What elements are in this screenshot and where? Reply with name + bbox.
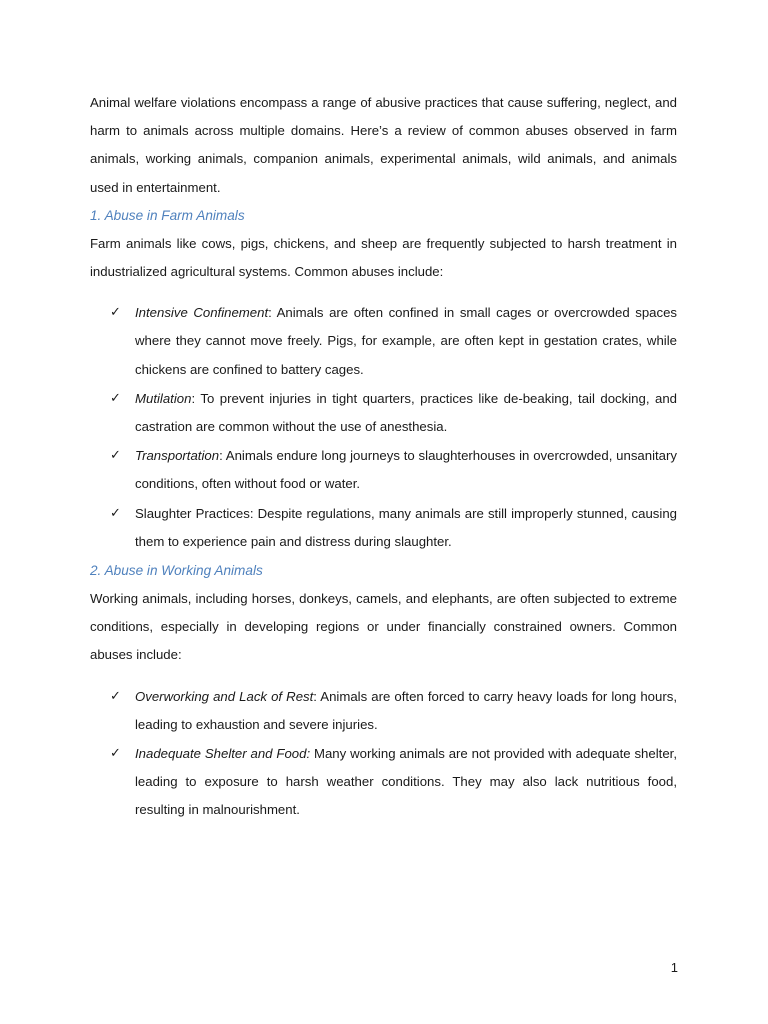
list-item <box>90 442 677 498</box>
list-item-text: Slaughter Practices: Despite regulations, many animals are still improperly stunned, causing them to experience pain and distress during slaughter. <box>135 505 677 549</box>
list-item-term: Intensive Confinement <box>135 305 269 321</box>
checkmark-icon: ✓ <box>110 305 121 321</box>
list-item <box>90 299 677 384</box>
farm-abuse-list <box>90 299 677 556</box>
checkmark-icon: ✓ <box>110 448 121 464</box>
list-item-text: Many working animals are not provided with adequate shelter, leading to exposure to harsh weather conditions. They may also lack nutritious food, resulting in malnourishment. <box>135 746 677 818</box>
list-item-text: : Animals are often confined in small cages or overcrowded spaces where they cannot move freely. Pigs, for example, are often kept in gestation crates, while chickens are confined to battery cages. <box>135 305 678 377</box>
list-item <box>90 683 677 739</box>
section-intro-farm-animals: Farm animals like cows, pigs, chickens, and sheep are frequently subjected to harsh treatment in industrialized agricultural systems. Common abuses include: <box>90 235 677 280</box>
list-item <box>90 740 677 825</box>
document-body <box>90 89 677 826</box>
checkmark-icon: ✓ <box>110 505 121 521</box>
checkmark-icon: ✓ <box>110 746 121 762</box>
checkmark-icon: ✓ <box>110 390 121 406</box>
list-item-text: : Animals are often forced to carry heavy loads for long hours, leading to exhaustion and severe injuries. <box>135 688 677 732</box>
page-number: 1 <box>670 960 678 975</box>
section-heading-working-animals: 2. Abuse in Working Animals <box>90 563 263 579</box>
list-item-term: Overworking and Lack of Rest <box>135 688 314 704</box>
list-item <box>90 385 677 441</box>
list-item-term: Mutilation <box>135 390 192 406</box>
section-heading-farm-animals: 1. Abuse in Farm Animals <box>90 207 245 223</box>
working-abuse-list <box>90 683 677 825</box>
list-item-term: Transportation <box>135 448 220 464</box>
list-item-text: : Animals endure long journeys to slaughterhouses in overcrowded, unsanitary conditions, often without food or water. <box>135 448 677 492</box>
section-intro-working-animals: Working animals, including horses, donkeys, camels, and elephants, are often subjected to extreme conditions, especially in developing regions or under financially constrained owners. Common abuses include: <box>90 591 677 663</box>
intro-paragraph: Animal welfare violations encompass a range of abusive practices that cause suffering, neglect, and harm to animals across multiple domains. Here’s a review of common abuses observed in farm animals, working animals, companion animals, experimental animals, wild animals, and animals used in entertainment. <box>90 95 677 195</box>
list-item-text: : To prevent injuries in tight quarters, practices like de-beaking, tail docking, and castration are common without the use of anesthesia. <box>135 390 677 435</box>
list-item-term: Inadequate Shelter and Food: <box>135 746 311 762</box>
list-item <box>90 500 677 556</box>
checkmark-icon: ✓ <box>110 688 121 704</box>
